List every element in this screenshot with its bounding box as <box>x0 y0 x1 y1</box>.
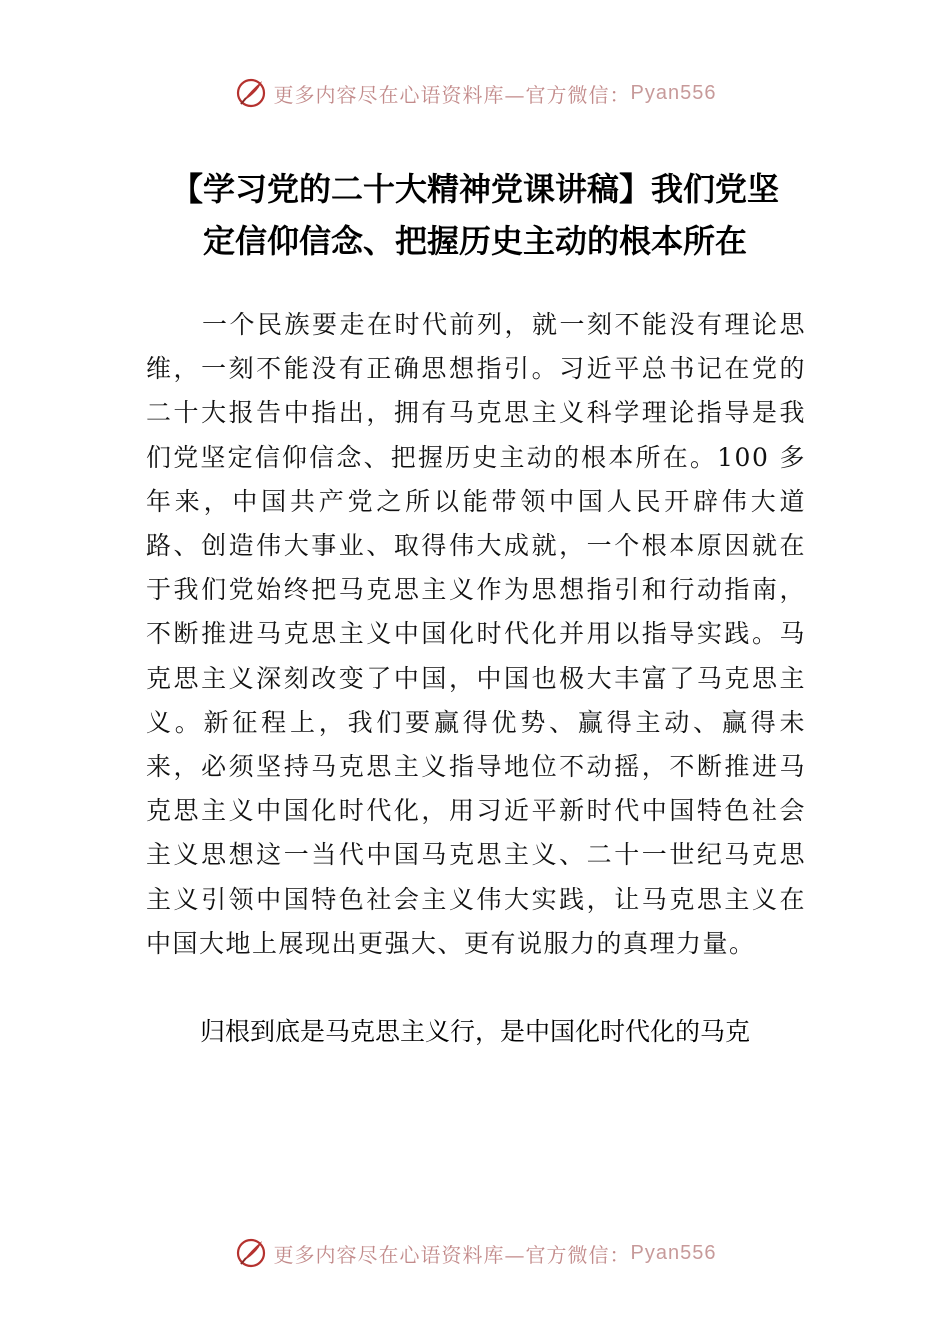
header-banner <box>0 73 950 113</box>
banner-text: 更多内容尽在心语资料库—官方微信： <box>273 1242 631 1267</box>
title-line-2: 定信仰信念、把握历史主动的根本所在 <box>202 222 747 260</box>
document-title <box>100 163 850 267</box>
footer-banner <box>0 1233 950 1273</box>
section-subheading: 归根到底是马克思主义行，是中国化时代化的马克 <box>200 1017 751 1046</box>
quill-logo-icon <box>234 76 268 110</box>
title-line-1: 【学习党的二十大精神党课讲稿】我们党坚 <box>170 170 779 208</box>
wechat-id: Pyan556 <box>630 1241 717 1264</box>
body-paragraph: 一个民族要走在时代前列，就一刻不能没有理论思维，一刻不能没有正确思想指引。习近平总书记在党的二十大报告中指出，拥有马克思主义科学理论指导是我们党坚定信仰信念、把握历史主动的根本所在。100 多年来，中国共产党之所以能带领中国人民开辟伟大道路、创造伟大事业、取得伟大成就，一个根本原因就在于我们党始终把马克思主义作为思想指引和行动指南，不断推进马克思主义中国化时代化并用以指导实践。马克思主义深刻改变了中国，中国也极大丰富了马克思主义。新征程上，我们要赢得优势、赢得主动、赢得未来，必须坚持马克思主义指导地位不动摇，不断推进马克思主义中国化时代化，用习近平新时代中国特色社会主义思想这一当代中国马克思主义、二十一世纪马克思主义引领中国特色社会主义伟大实践，让马克思主义在中国大地上展现出更强大、更有说服力的真理力量。 <box>146 310 806 958</box>
wechat-id: Pyan556 <box>630 81 717 104</box>
banner-text: 更多内容尽在心语资料库—官方微信： <box>273 82 631 107</box>
quill-logo-icon <box>234 1236 268 1270</box>
